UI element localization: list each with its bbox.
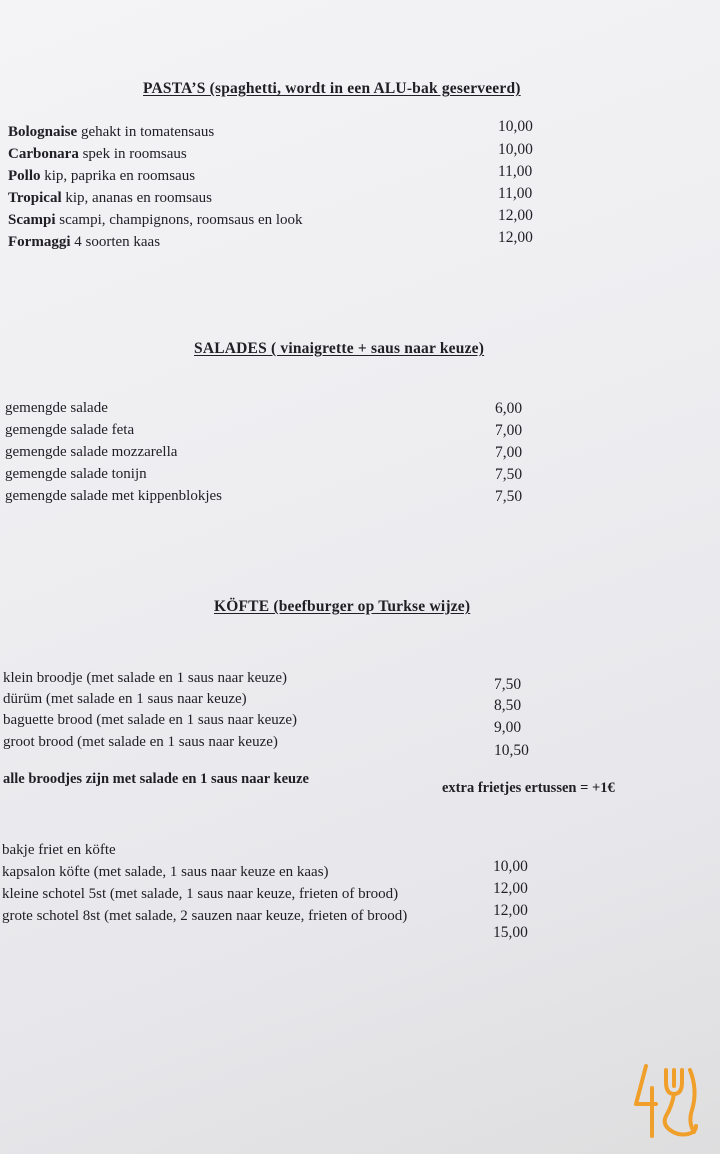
pasta-price: 11,00: [498, 185, 533, 202]
kofte-extra-price: 12,00: [493, 902, 528, 919]
kofte-price: 10,50: [494, 742, 529, 759]
pasta-row: [0, 118, 720, 146]
salade-item: gemengde salade tonijn: [5, 466, 147, 482]
pasta-item: Scampi scampi, champignons, roomsaus en look: [8, 212, 303, 228]
pasta-row: [0, 185, 720, 212]
salades-heading: SALADES ( vinaigrette + saus naar keuze): [194, 340, 485, 357]
pasta-row: [0, 163, 720, 190]
pasta-row: [0, 207, 720, 234]
salade-row: [0, 444, 720, 466]
salade-price: 7,00: [495, 444, 523, 461]
salade-row: [0, 400, 720, 422]
salade-row: [0, 466, 720, 488]
salade-item: gemengde salade mozzarella: [5, 444, 178, 460]
broodjes-note: alle broodjes zijn met salade en 1 saus naar keuze: [3, 771, 309, 787]
pasta-item: Tropical kip, ananas en roomsaus: [8, 190, 213, 206]
pasta-price: 11,00: [498, 163, 533, 180]
kofte-item: dürüm (met salade en 1 saus naar keuze): [3, 691, 247, 707]
pasta-row: [0, 229, 720, 256]
kofte-item: klein broodje (met salade en 1 saus naar keuze): [3, 670, 288, 686]
pasta-price: 10,00: [498, 118, 533, 135]
kofte-extra-price: 15,00: [493, 924, 528, 941]
kofte-heading: KÖFTE (beefburger op Turkse wijze): [214, 598, 471, 615]
kofte-row: [0, 691, 720, 713]
kofte-item: groot brood (met salade en 1 saus naar keuze): [3, 734, 278, 750]
kofte-price: 8,50: [494, 697, 522, 714]
salade-row: [0, 422, 720, 444]
salade-price: 7,00: [495, 422, 523, 439]
fork-and-knife-logo-icon: [632, 1060, 704, 1144]
salade-item: gemengde salade met kippenblokjes: [5, 488, 223, 504]
salade-price: 7,50: [495, 488, 523, 505]
kofte-extra-item: grote schotel 8st (met salade, 2 sauzen naar keuze, frieten of brood): [2, 908, 408, 924]
kofte-extra-item: bakje friet en köfte: [2, 842, 116, 858]
salade-price: 6,00: [495, 400, 523, 417]
kofte-price: 9,00: [494, 719, 522, 736]
pasta-item: Carbonara spek in roomsaus: [8, 146, 187, 162]
pasta-heading: PASTA’S (spaghetti, wordt in een ALU-bak geserveerd): [143, 80, 521, 97]
kofte-extra-item: kleine schotel 5st (met salade, 1 saus naar keuze, frieten of brood): [2, 886, 399, 902]
salade-row: [0, 488, 720, 510]
salade-item: gemengde salade: [5, 400, 108, 416]
kofte-row: [0, 734, 720, 759]
kofte-item: baguette brood (met salade en 1 saus naar keuze): [3, 712, 298, 728]
kofte-row: [0, 712, 720, 734]
pasta-row: [0, 141, 720, 168]
salade-price: 7,50: [495, 466, 523, 483]
pasta-price: 10,00: [498, 141, 533, 158]
pasta-price: 12,00: [498, 229, 533, 246]
kofte-price: 7,50: [494, 676, 522, 693]
kofte-extra-price: 10,00: [493, 858, 528, 875]
salade-item: gemengde salade feta: [5, 422, 135, 438]
extra-frietjes-note: extra frietjes ertussen = +1€: [442, 780, 615, 796]
kofte-extra-price: 12,00: [493, 880, 528, 897]
kofte-extra-row: [0, 908, 720, 941]
kofte-row: [0, 670, 720, 692]
pasta-item: Bolognaise gehakt in tomatensaus: [8, 124, 215, 140]
pasta-item: Pollo kip, paprika en roomsaus: [8, 168, 196, 184]
pasta-item: Formaggi 4 soorten kaas: [8, 234, 161, 250]
kofte-extra-item: kapsalon köfte (met salade, 1 saus naar keuze en kaas): [2, 864, 329, 880]
pasta-price: 12,00: [498, 207, 533, 224]
